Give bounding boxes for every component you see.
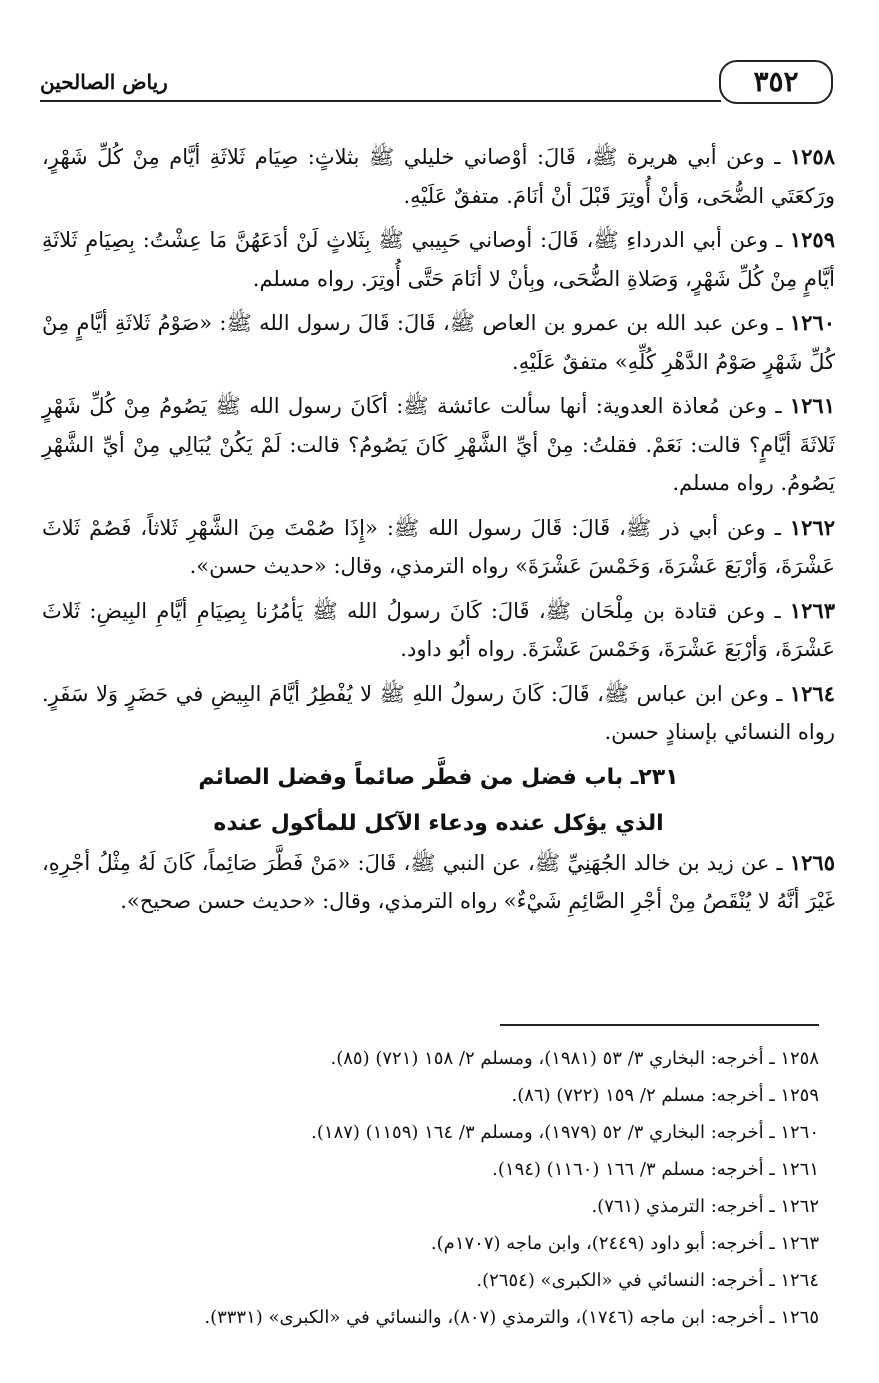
hadith-text: ـ وعن مُعاذة العدوية: أنها سألت عائشة ﷺ: أكَانَ رسول الله ﷺ يَصُومُ مِنْ كُلِّ شَهْرٍ ثَلاثَةَ أيَّامٍ؟ قالت: نَعَمْ. فقلتُ: مِنْ أيِّ الشَّهْرِ كَانَ يَصُومُ؟ قالت: لَمْ يَكُنْ يُبَالِي مِنْ أيِّ الشَّهْرِ يَصُومُ. رواه مسلم. bbox=[42, 394, 835, 495]
hadith-paragraph bbox=[42, 675, 835, 752]
chapter-heading-line-1: ٢٣١ـ باب فضل من فطَّر صائماً وفضل الصائم bbox=[198, 764, 679, 790]
hadith-paragraph bbox=[42, 304, 835, 381]
hadith-text: ـ وعن أبي ذر ﷺ، قَالَ: قَالَ رسول الله ﷺ: «إِذَا صُمْتَ مِنَ الشَّهْرِ ثَلاثاً، فَصُمْ ثَلاثَ عَشْرَةَ، وَأرْبَعَ عَشْرَةَ، وَخَمْسَ عَشْرَةَ» رواه الترمذي، وقال: «حديث حسن». bbox=[42, 515, 835, 578]
footnote: ١٢٦٣ ـ أخرجه: أبو داود (٢٤٤٩)، وابن ماجه (١٧٠٧م). bbox=[430, 1233, 819, 1254]
hadith-number: ١٢٦٢ bbox=[789, 514, 835, 540]
hadith-text: ـ وعن ابن عباس ﷺ، قَالَ: كَانَ رسولُ اللهِ ﷺ لا يُفْطِرُ أيَّامَ البِيضِ في حَضَرٍ وَلا سَفَرٍ. رواه النسائي بإسنادٍ حسن. bbox=[42, 681, 835, 744]
hadith-paragraph bbox=[42, 387, 835, 503]
book-title: رياض الصالحين bbox=[40, 70, 168, 94]
hadith-paragraph bbox=[42, 592, 835, 669]
hadith-number: ١٢٦٣ bbox=[789, 597, 835, 623]
main-text bbox=[42, 138, 835, 927]
header-rule bbox=[40, 100, 721, 102]
hadith-text: ـ وعن أبي هريرة ﷺ، قَالَ: أوْصاني خليلي ﷺ بثلاثٍ: صِيَام ثَلاثَةِ أيَّام مِنْ كُلِّ شَهْرٍ، ورَكعَتَي الضُّحَى، وَأنْ أُوتِرَ قَبْلَ أنْ أنَامَ. متفقٌ عَلَيْهِ. bbox=[42, 145, 835, 208]
hadith-number: ١٢٦١ bbox=[789, 393, 835, 418]
chapter-heading-line-2: الذي يؤكل عنده ودعاء الآكل للمأكول عنده bbox=[213, 810, 664, 836]
page-header bbox=[40, 60, 833, 104]
hadith-text: ـ عن زيد بن خالد الجُهَنِيِّ ﷺ، عن النبي ﷺ، قَالَ: «مَنْ فَطَّرَ صَائِماً، كَانَ لَهُ مِثْلُ أجْرِهِ، غَيْرَ أنَّهُ لا يُنْقَصُ مِنْ أجْرِ الصَّائِمِ شَيْءٌ» رواه الترمذي، وقال: «حديث حسن صحيح». bbox=[42, 850, 835, 913]
hadith-number: ١٢٦٤ bbox=[789, 680, 835, 706]
hadith-number: ١٢٥٨ bbox=[789, 144, 835, 169]
hadith-text: ـ وعن أبي الدرداءِ ﷺ، قَالَ: أوصاني حَبِيبي ﷺ بِثَلاثٍ لَنْ أدَعَهُنَّ مَا عِشْتُ: بِصِيَامِ ثَلاثَةِ أيَّامٍ مِنْ كُلِّ شَهْرٍ، وَصَلاةِ الضُّحَى، وبِأنْ لا أنَامَ حَتَّى أُوتِرَ. رواه مسلم. bbox=[42, 228, 835, 291]
hadith-paragraph bbox=[42, 138, 835, 215]
hadith-number: ١٢٦٠ bbox=[789, 310, 835, 335]
hadith-paragraph bbox=[42, 844, 835, 921]
footnotes bbox=[60, 1040, 819, 1336]
footnote: ١٢٥٩ ـ أخرجه: مسلم ٢/ ١٥٩ (٧٢٢) (٨٦). bbox=[511, 1085, 819, 1106]
footnote: ١٢٥٨ ـ أخرجه: البخاري ٣/ ٥٣ (١٩٨١)، ومسلم ٢/ ١٥٨ (٧٢١) (٨٥). bbox=[330, 1048, 819, 1069]
footnote: ١٢٦٠ ـ أخرجه: البخاري ٣/ ٥٢ (١٩٧٩)، ومسلم ٣/ ١٦٤ (١١٥٩) (١٨٧). bbox=[311, 1122, 819, 1143]
hadith-paragraph bbox=[42, 221, 835, 298]
hadith-number: ١٢٥٩ bbox=[789, 227, 835, 252]
hadith-number: ١٢٦٥ bbox=[789, 849, 835, 875]
footnote: ١٢٦١ ـ أخرجه: مسلم ٣/ ١٦٦ (١١٦٠) (١٩٤). bbox=[492, 1159, 819, 1180]
page-number: ٣٥٢ bbox=[719, 60, 833, 104]
hadith-paragraph bbox=[42, 509, 835, 586]
footnote: ١٢٦٤ ـ أخرجه: النسائي في «الكبرى» (٢٦٥٤). bbox=[476, 1270, 819, 1291]
hadith-text: ـ وعن عبد الله بن عمرو بن العاص ﷺ، قَالَ: قَالَ رسول الله ﷺ: «صَوْمُ ثَلاثَةِ أيَّامٍ مِنْ كُلِّ شَهْرٍ صَوْمُ الدَّهْرِ كُلِّهِ» متفقٌ عَلَيْهِ. bbox=[42, 311, 835, 374]
footnote: ١٢٦٥ ـ أخرجه: ابن ماجه (١٧٤٦)، والترمذي (٨٠٧)، والنسائي في «الكبرى» (٣٣٣١). bbox=[204, 1307, 819, 1328]
footnote: ١٢٦٢ ـ أخرجه: الترمذي (٧٦١). bbox=[591, 1196, 819, 1217]
footnote-rule bbox=[500, 1024, 819, 1026]
hadith-text: ـ وعن قتادة بن مِلْحَان ﷺ، قَالَ: كَانَ رسولُ الله ﷺ يَأمُرُنا بِصِيَامِ أيَّامِ البِيضِ: ثَلاثَ عَشْرَةَ، وَأرْبَعَ عَشْرَةَ، وَخَمْسَ عَشْرَةَ. رواه أبُو داود. bbox=[42, 598, 835, 661]
